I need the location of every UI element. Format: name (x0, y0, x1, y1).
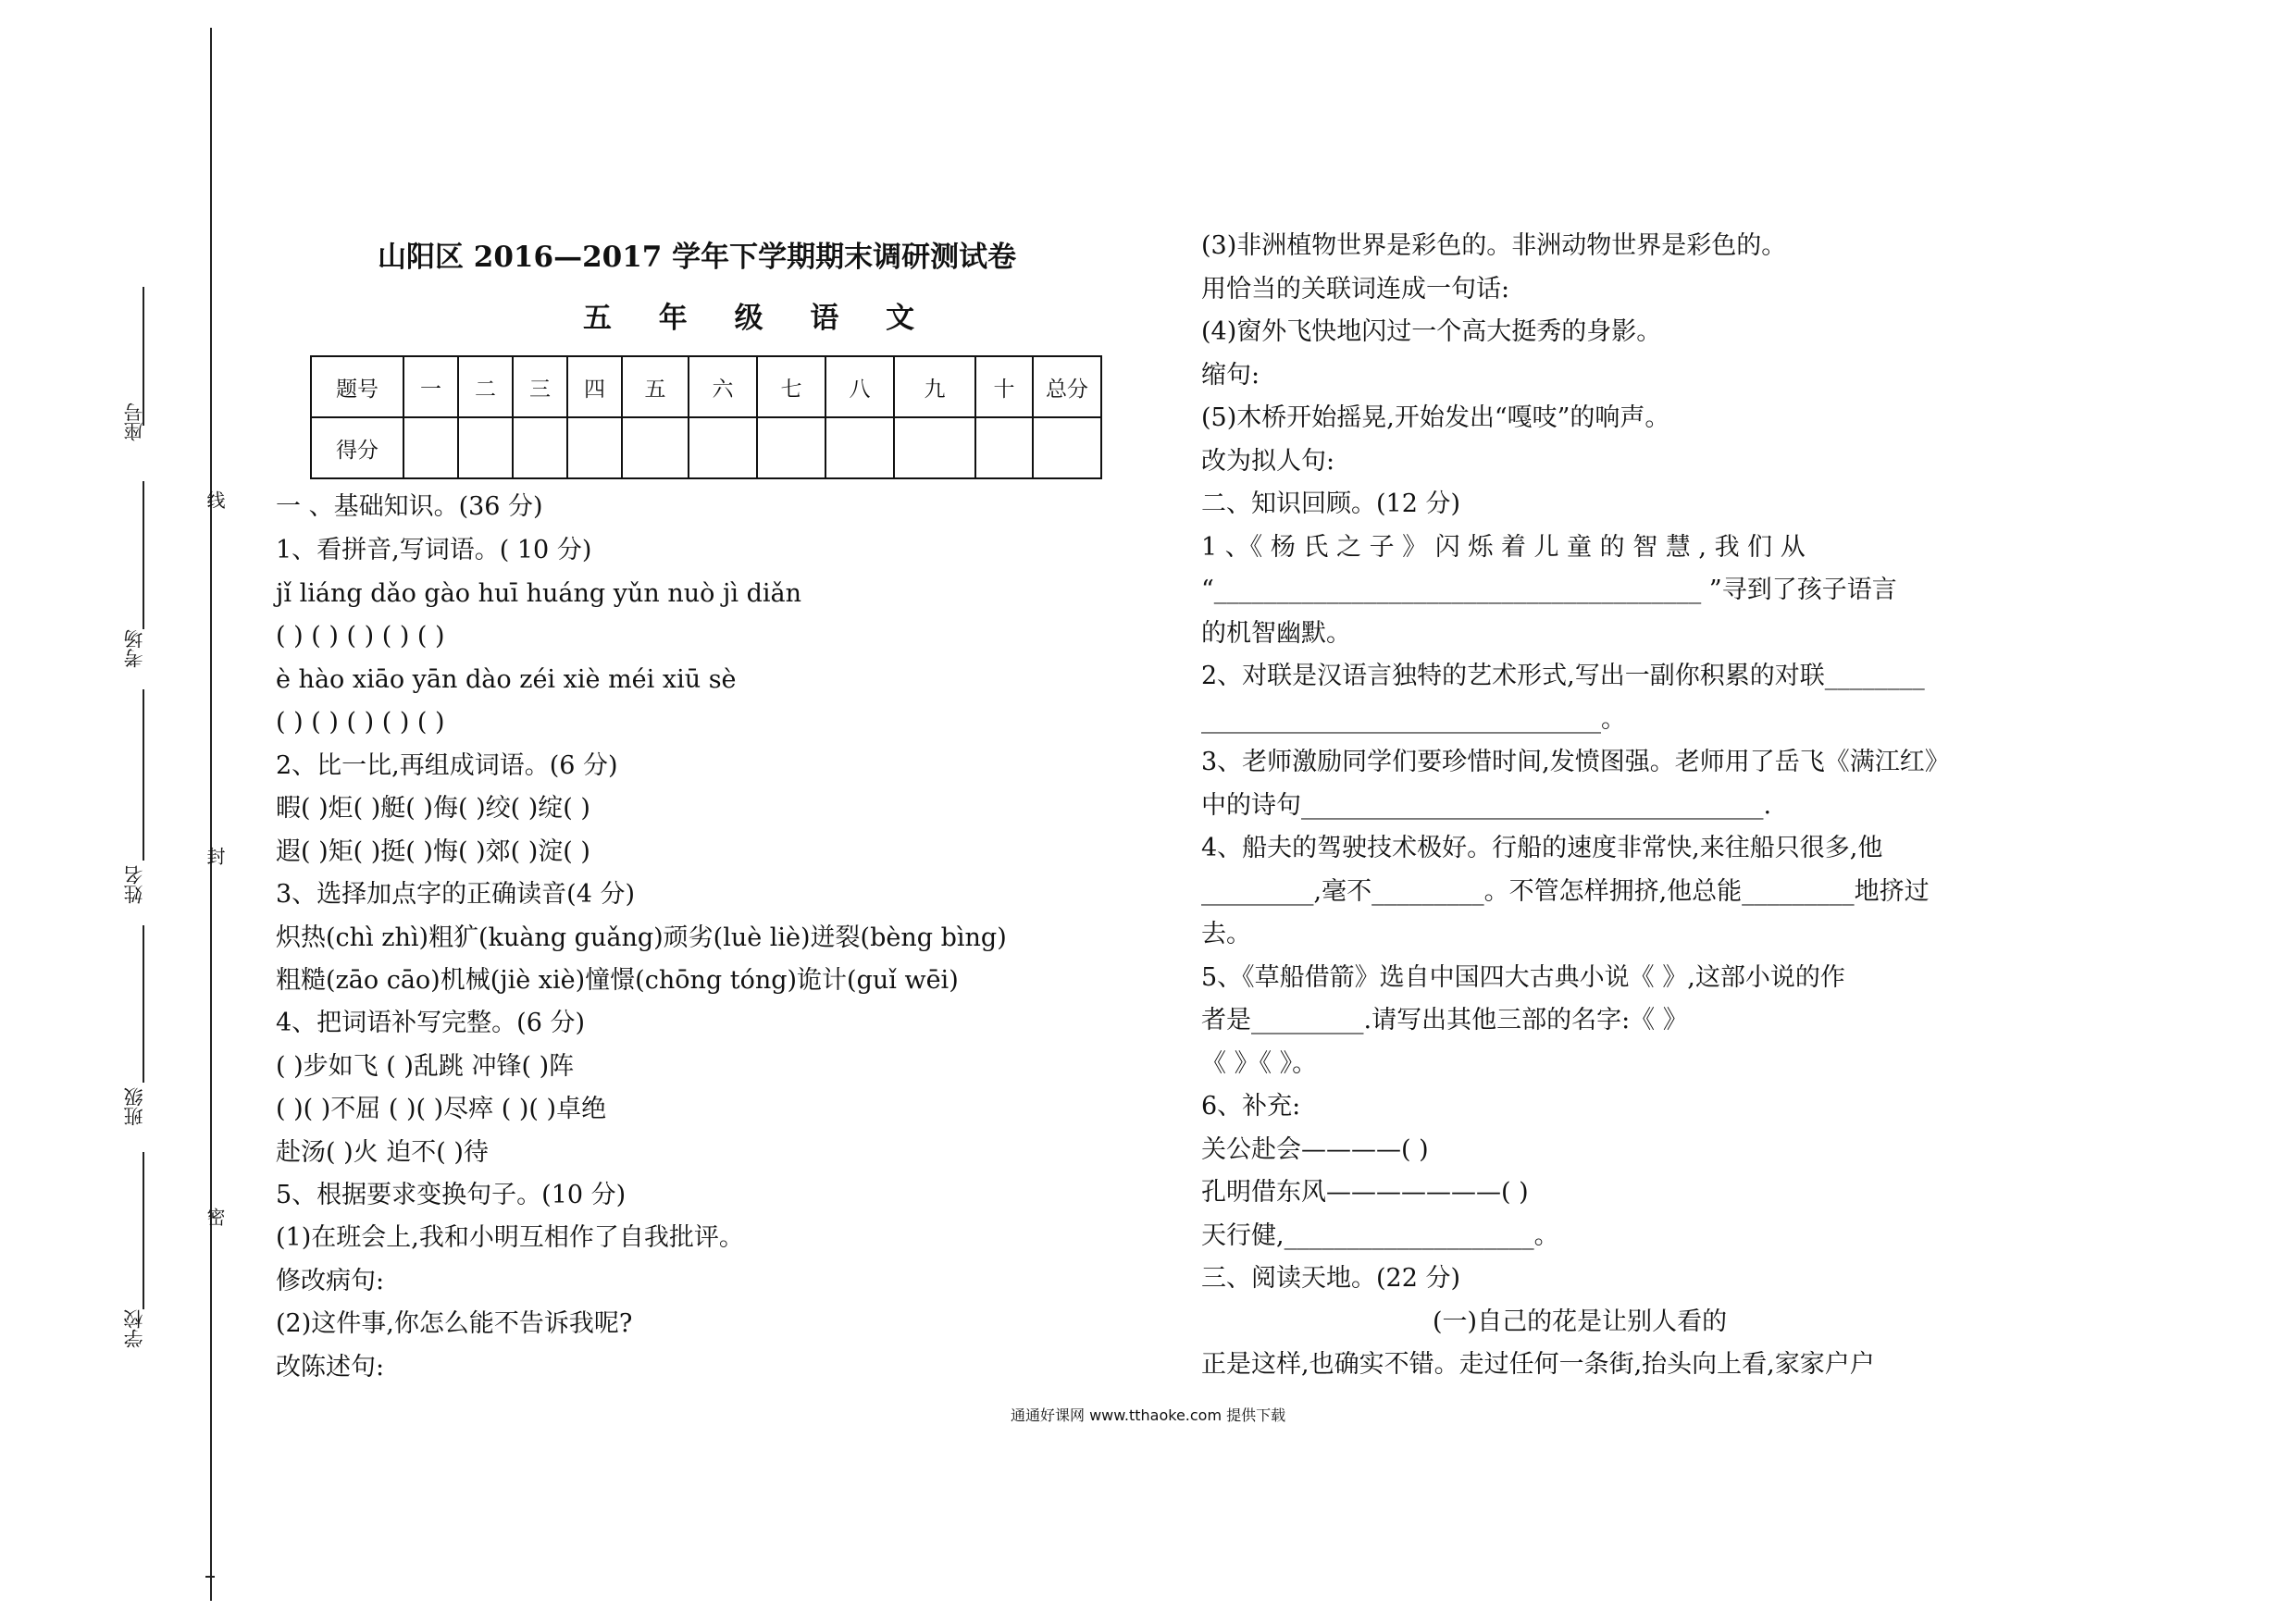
margin-label-seat: 座号 (123, 403, 145, 441)
score-row-label: 得分 (311, 417, 403, 478)
sentence-3-task: 用恰当的关联词连成一句话: (1201, 275, 1510, 304)
question-2-5-b: 者是_________.请写出其他三部的名字:《 》 (1201, 1006, 1688, 1035)
reading-passage-title: (一)自己的花是让别人看的 (1433, 1307, 1728, 1336)
score-header-cell: 十 (975, 356, 1033, 417)
compare-row-2: 遐( )矩( )挺( )悔( )郊( )淀( ) (276, 837, 590, 866)
question-1-1: 1、看拼音,写词语。( 10 分) (276, 536, 592, 564)
sentence-4-task: 缩句: (1201, 361, 1260, 390)
score-header-cell: 总分 (1033, 356, 1101, 417)
score-cell (403, 417, 458, 478)
question-2-4-b: _________,毫不_________。不管怎样拥挤,他总能_________地挤过 (1201, 877, 1930, 906)
margin-blank-school (143, 1152, 144, 1309)
question-2-5-c: 《 》《 》。 (1201, 1049, 1318, 1078)
question-2-2-a: 2、对联是汉语言独特的艺术形式,写出一副你积累的对联________ (1201, 662, 1925, 690)
reading-row-1: 炽热(chì zhì)粗犷(kuàng guǎng)顽劣(luè liè)迸裂(bèng bìng) (276, 923, 1007, 952)
margin-label-class: 班级 (123, 1087, 145, 1126)
score-header-cell: 六 (689, 356, 757, 417)
section-3-heading: 三、阅读天地。(22 分) (1201, 1264, 1461, 1293)
score-cell (757, 417, 825, 478)
score-header-cell: 八 (825, 356, 894, 417)
compare-row-1: 暇( )炬( )艇( )侮( )绞( )绽( ) (276, 794, 590, 823)
pinyin-row-2: è hào xiāo yān dào zéi xiè méi xiū sè (276, 665, 737, 694)
score-header-cell: 九 (894, 356, 975, 417)
fill-row-1: 关公赴会————( ) (1201, 1135, 1429, 1164)
margin-label-name: 姓名 (123, 865, 145, 904)
score-cell (689, 417, 757, 478)
sentence-2: (2)这件事,你怎么能不告诉我呢? (276, 1309, 633, 1338)
question-2-3-b: 中的诗句_____________________________________. (1201, 791, 1772, 820)
score-cell (622, 417, 689, 478)
reading-row-2: 粗糙(zāo cāo)机械(jiè xiè)憧憬(chōng tóng)诡计(guǐ wēi) (276, 966, 959, 995)
score-header-cell: 二 (458, 356, 513, 417)
sentence-2-task: 改陈述句: (276, 1353, 385, 1381)
score-header-cell: 题号 (311, 356, 403, 417)
idiom-row-1: ( )步如飞 ( )乱跳 冲锋( )阵 (276, 1052, 575, 1081)
idiom-row-2: ( )( )不屈 ( )( )尽瘁 ( )( )卓绝 (276, 1095, 607, 1123)
section-2-heading: 二、知识回顾。(12 分) (1201, 489, 1461, 518)
answer-blanks-row-2: ( ) ( ) ( ) ( ) ( ) (276, 708, 445, 737)
score-cell (1033, 417, 1101, 478)
score-cell (513, 417, 567, 478)
margin-blank-class (143, 925, 144, 1083)
question-1-2: 2、比一比,再组成词语。(6 分) (276, 751, 618, 780)
answer-blanks-row-1: ( ) ( ) ( ) ( ) ( ) (276, 622, 445, 650)
question-2-1-c: 的机智幽默。 (1201, 619, 1351, 648)
question-2-4-a: 4、船夫的驾驶技术极好。行船的速度非常快,来往船只很多,他 (1201, 834, 1883, 862)
seal-char-line: 线 (204, 490, 226, 509)
score-table-score-row (311, 417, 1101, 478)
score-table-header-row (311, 356, 1101, 417)
question-1-4: 4、把词语补写完整。(6 分) (276, 1009, 586, 1037)
margin-blank-room (143, 481, 144, 629)
margin-label-room: 考场 (123, 629, 145, 668)
question-2-5-a: 5、《草船借箭》选自中国四大古典小说《 》,这部小说的作 (1201, 963, 1845, 992)
sentence-5-task: 改为拟人句: (1201, 447, 1335, 476)
score-cell (567, 417, 622, 478)
score-cell (975, 417, 1033, 478)
score-table (310, 355, 1102, 479)
score-header-cell: 七 (757, 356, 825, 417)
binding-line (210, 28, 212, 1601)
idiom-row-3: 赴汤( )火 迫不( )待 (276, 1138, 489, 1167)
seal-char-seal: 封 (204, 847, 226, 865)
question-2-4-c: 去。 (1201, 920, 1251, 948)
pinyin-row-1: jǐ liáng dǎo gào huī huáng yǔn nuò jì diǎn (276, 579, 802, 608)
section-1-heading: 一 、基础知识。(36 分) (276, 492, 543, 521)
score-header-cell: 五 (622, 356, 689, 417)
reading-passage-text: 正是这样,也确实不错。走过任何一条街,抬头向上看,家家户户 (1201, 1350, 1875, 1379)
sentence-3: (3)非洲植物世界是彩色的。非洲动物世界是彩色的。 (1201, 231, 1787, 260)
score-cell (825, 417, 894, 478)
question-2-1-b: “_______________________________________ ”寻到了孩子语言 (1201, 576, 1897, 604)
score-cell (894, 417, 975, 478)
margin-blank-name (143, 689, 144, 861)
sentence-1: (1)在班会上,我和小明互相作了自我批评。 (276, 1223, 744, 1252)
exam-subtitle: 五 年 级 语 文 (583, 302, 934, 335)
sentence-1-task: 修改病句: (276, 1267, 385, 1295)
question-1-3: 3、选择加点字的正确读音(4 分) (276, 880, 636, 909)
question-2-1-a: 1 、《 杨 氏 之 子 》 闪 烁 着 儿 童 的 智 慧 , 我 们 从 (1201, 533, 1806, 562)
seal-char-secret: 密 (204, 1208, 226, 1226)
margin-label-school: 学校 (123, 1309, 145, 1348)
question-1-5: 5、根据要求变换句子。(10 分) (276, 1181, 627, 1209)
question-2-3-a: 3、老师激励同学们要珍惜时间,发愤图强。老师用了岳飞《满江红》 (1201, 748, 1950, 776)
score-header-cell: 三 (513, 356, 567, 417)
sentence-4: (4)窗外飞快地闪过一个高大挺秀的身影。 (1201, 317, 1662, 346)
score-cell (458, 417, 513, 478)
exam-title: 山阳区 2016—2017 学年下学期期末调研测试卷 (378, 241, 1017, 274)
score-header-cell: 一 (403, 356, 458, 417)
fill-row-2: 孔明借东风———————( ) (1201, 1178, 1529, 1207)
footer-credit: 通通好课网 www.tthaoke.com 提供下载 (1011, 1406, 1286, 1424)
binding-line-end (205, 1576, 215, 1578)
score-header-cell: 四 (567, 356, 622, 417)
sentence-5: (5)木桥开始摇晃,开始发出“嘎吱”的响声。 (1201, 403, 1670, 432)
question-2-2-b: ________________________________。 (1201, 705, 1626, 734)
fill-row-3: 天行健,____________________。 (1201, 1221, 1559, 1250)
question-2-6: 6、补充: (1201, 1092, 1301, 1121)
